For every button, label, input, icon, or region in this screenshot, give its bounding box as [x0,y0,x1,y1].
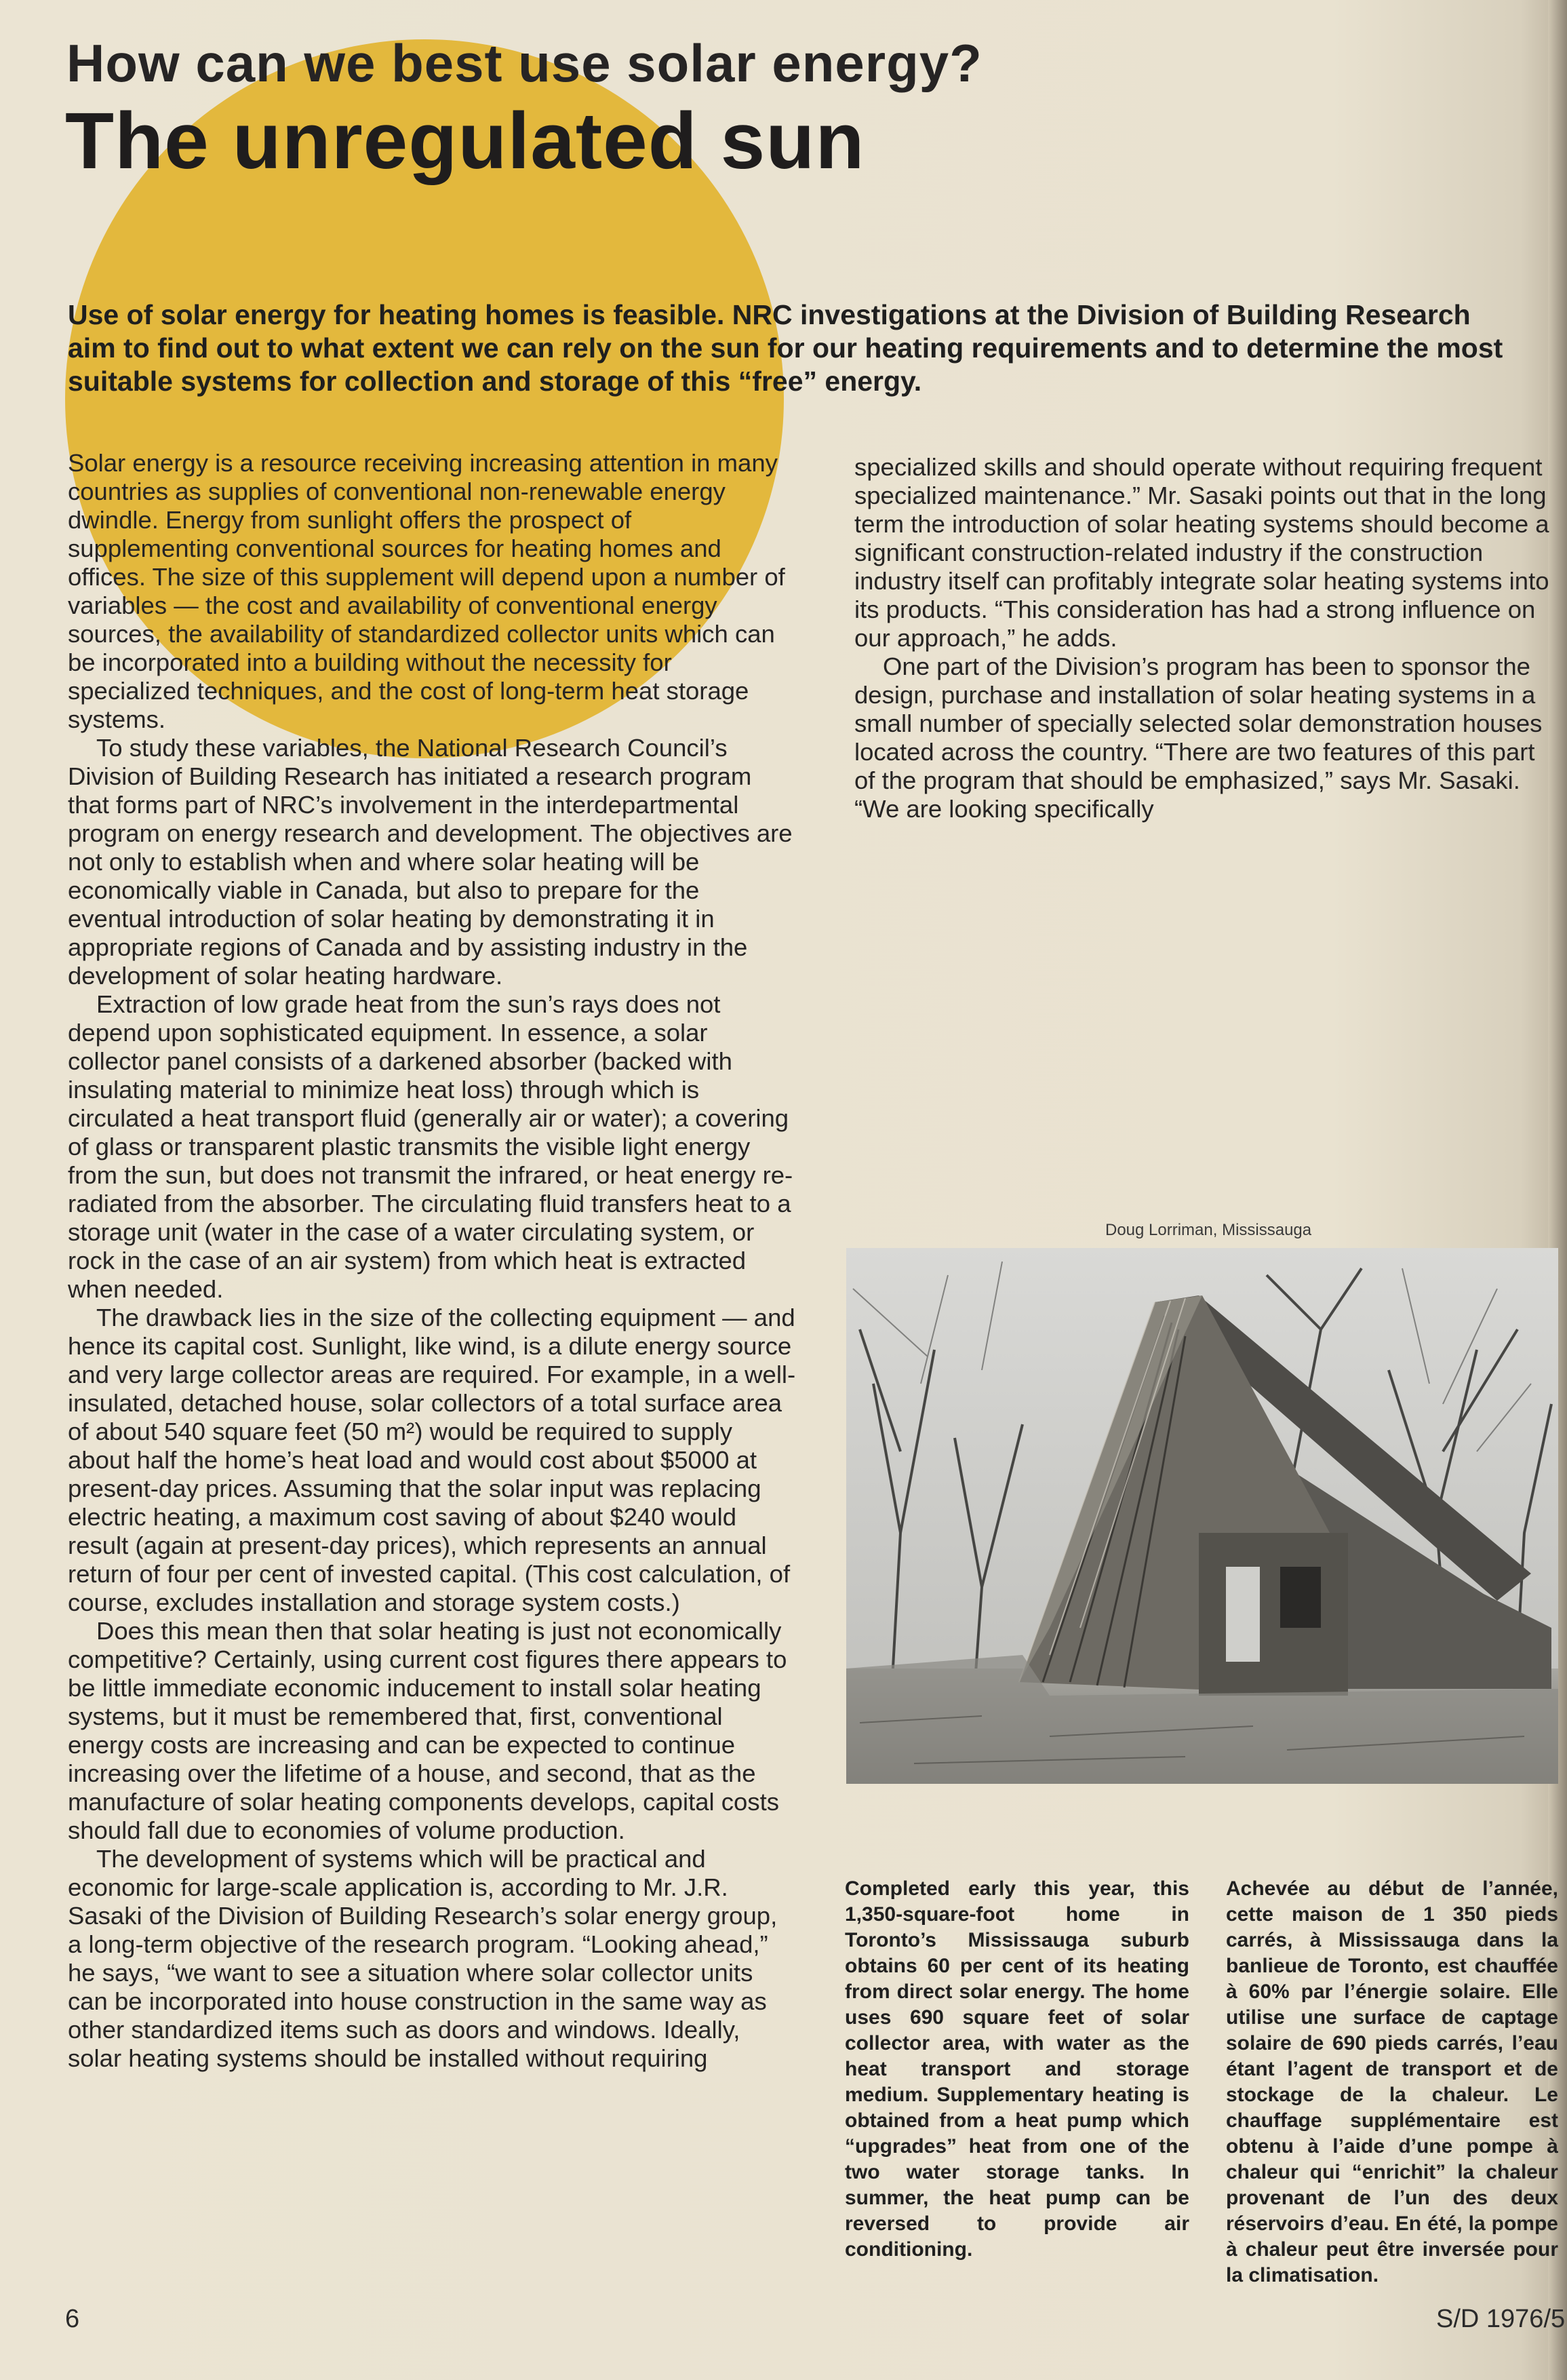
body-paragraph: Does this mean then that solar heating is just not economically competitive? Certainly, using current cost figures there appears to be little immediate economic inducement to install solar heating systems, but it must be remembered that, first, conventional energy costs are increasing and can be expected to continue increasing over the lifetime of a house, and second, that as the manufacture of solar heating components develops, capital costs should fall due to economies of volume production. [68,1617,787,1844]
body-column-left [68,449,797,2073]
page-number: 6 [65,2305,80,2333]
photo-credit: Doug Lorriman, Mississauga [1105,1221,1312,1239]
body-column-right [854,453,1549,823]
body-paragraph: specialized skills and should operate without requiring frequent specialized maintenance.” Mr. Sasaki points out that in the long term the introduction of solar heating systems should become a significant construction-related industry if the construction industry itself can profitably integrate solar heating systems into its products. “This consideration has had a strong influence on our approach,” he adds. [854,453,1549,652]
issue-label: S/D 1976/5 [1436,2305,1566,2333]
body-paragraph: Extraction of low grade heat from the sun’s rays does not depend upon sophisticated equipment. In essence, a solar collector panel consists of a darkened absorber (backed with insulating material to minimize heat loss) through which is circulated a heat transport fluid (generally air or water); a covering of glass or transparent plastic transmits the visible light energy from the sun, but does not transmit the infrared, or heat energy re-radiated from the absorber. The circulating fluid transfers heat to a storage unit (water in the case of a water circulating system, or rock in the case of an air system) from which heat is extracted when needed. [68,990,793,1303]
body-paragraph: The drawback lies in the size of the collecting equipment — and hence its capital cost. Sunlight, like wind, is a dilute energy source and very large collector areas are required. For example, in a well-insulated, detached house, solar collectors of a total surface area of about 540 square feet (50 m²) would be required to supply about half the home’s heat load and would cost about $5000 at present-day prices. Assuming that the solar input was replacing electric heating, a maximum cost saving of about $240 would result (again at present-day prices), which represents an annual return of four per cent of invested capital. (This cost calculation, of course, excludes installation and storage system costs.) [68,1304,796,1616]
body-paragraph: To study these variables, the National Research Council’s Division of Building Research has initiated a research program that forms part of NRC’s involvement in the interdepartmental program on energy research and development. The objectives are not only to establish when and where solar heating will be economically viable in Canada, but also to prepare for the eventual introduction of solar heating by demonstrating it in appropriate regions of Canada and by assisting industry in the development of solar heating hardware. [68,734,793,990]
article-title: The unregulated sun [65,96,865,186]
solar-house-photo [846,1248,1558,1784]
photo-caption-english: Completed early this year, this 1,350-square-foot home in Toronto’s Mississauga suburb obtains 60 per cent of its heating from direct solar energy. The home uses 690 square feet of solar collector area, with water as the heat transport and storage medium. Supplementary heating is obtained from a heat pump which “upgrades” heat from one of the two water storage tanks. In summer, the heat pump can be reversed to provide air conditioning. [845,1877,1189,2261]
article-lead: Use of solar energy for heating homes is feasible. NRC investigations at the Division of Building Research aim to find out to what extent we can rely on the sun for our heating requirements and to determine the most suitable systems for collection and storage of this “free” energy. [68,299,1503,397]
body-paragraph: One part of the Division’s program has been to sponsor the design, purchase and installation of solar heating systems in a small number of specially selected solar demonstration houses located across the country. “There are two features of this part of the program that should be emphasized,” says Mr. Sasaki. “We are looking specifically [854,652,1543,823]
body-paragraph: The development of systems which will be practical and economic for large-scale application is, according to Mr. J.R. Sasaki of the Division of Building Research’s solar energy group, a long-term objective of the research program. “Looking ahead,” he says, “we want to see a situation where solar collector units can be incorporated into house construction in the same way as other standardized items such as doors and windows. Ideally, solar heating systems should be installed without requiring [68,1845,778,2072]
article-kicker: How can we best use solar energy? [66,33,983,93]
body-paragraph: Solar energy is a resource receiving increasing attention in many countries as supplies of conventional non-renewable energy dwindle. Energy from sunlight offers the prospect of supplementing conventional sources for heating homes and offices. The size of this supplement will depend upon a number of variables — the cost and availability of conventional energy sources, the availability of standardized collector units which can be incorporated into a building without the necessity for specialized techniques, and the cost of long-term heat storage systems. [68,449,785,733]
photo-caption-french: Achevée au début de l’année, cette maison de 1 350 pieds carrés, à Mississauga dans la banlieue de Toronto, est chauffée à 60% par l’énergie solaire. Elle utilise une surface de captage solaire de 690 pieds carrés, l’eau étant l’agent de transport et de stockage de la chaleur. Le chauffage supplémentaire est obtenu à l’aide d’une pompe à chaleur qui “enrichit” la chaleur provenant de l’un des deux réservoirs d’eau. En été, la pompe à chaleur peut être inversée pour la climatisation. [1226,1877,1558,2286]
solar-house-illustration [846,1248,1558,1784]
